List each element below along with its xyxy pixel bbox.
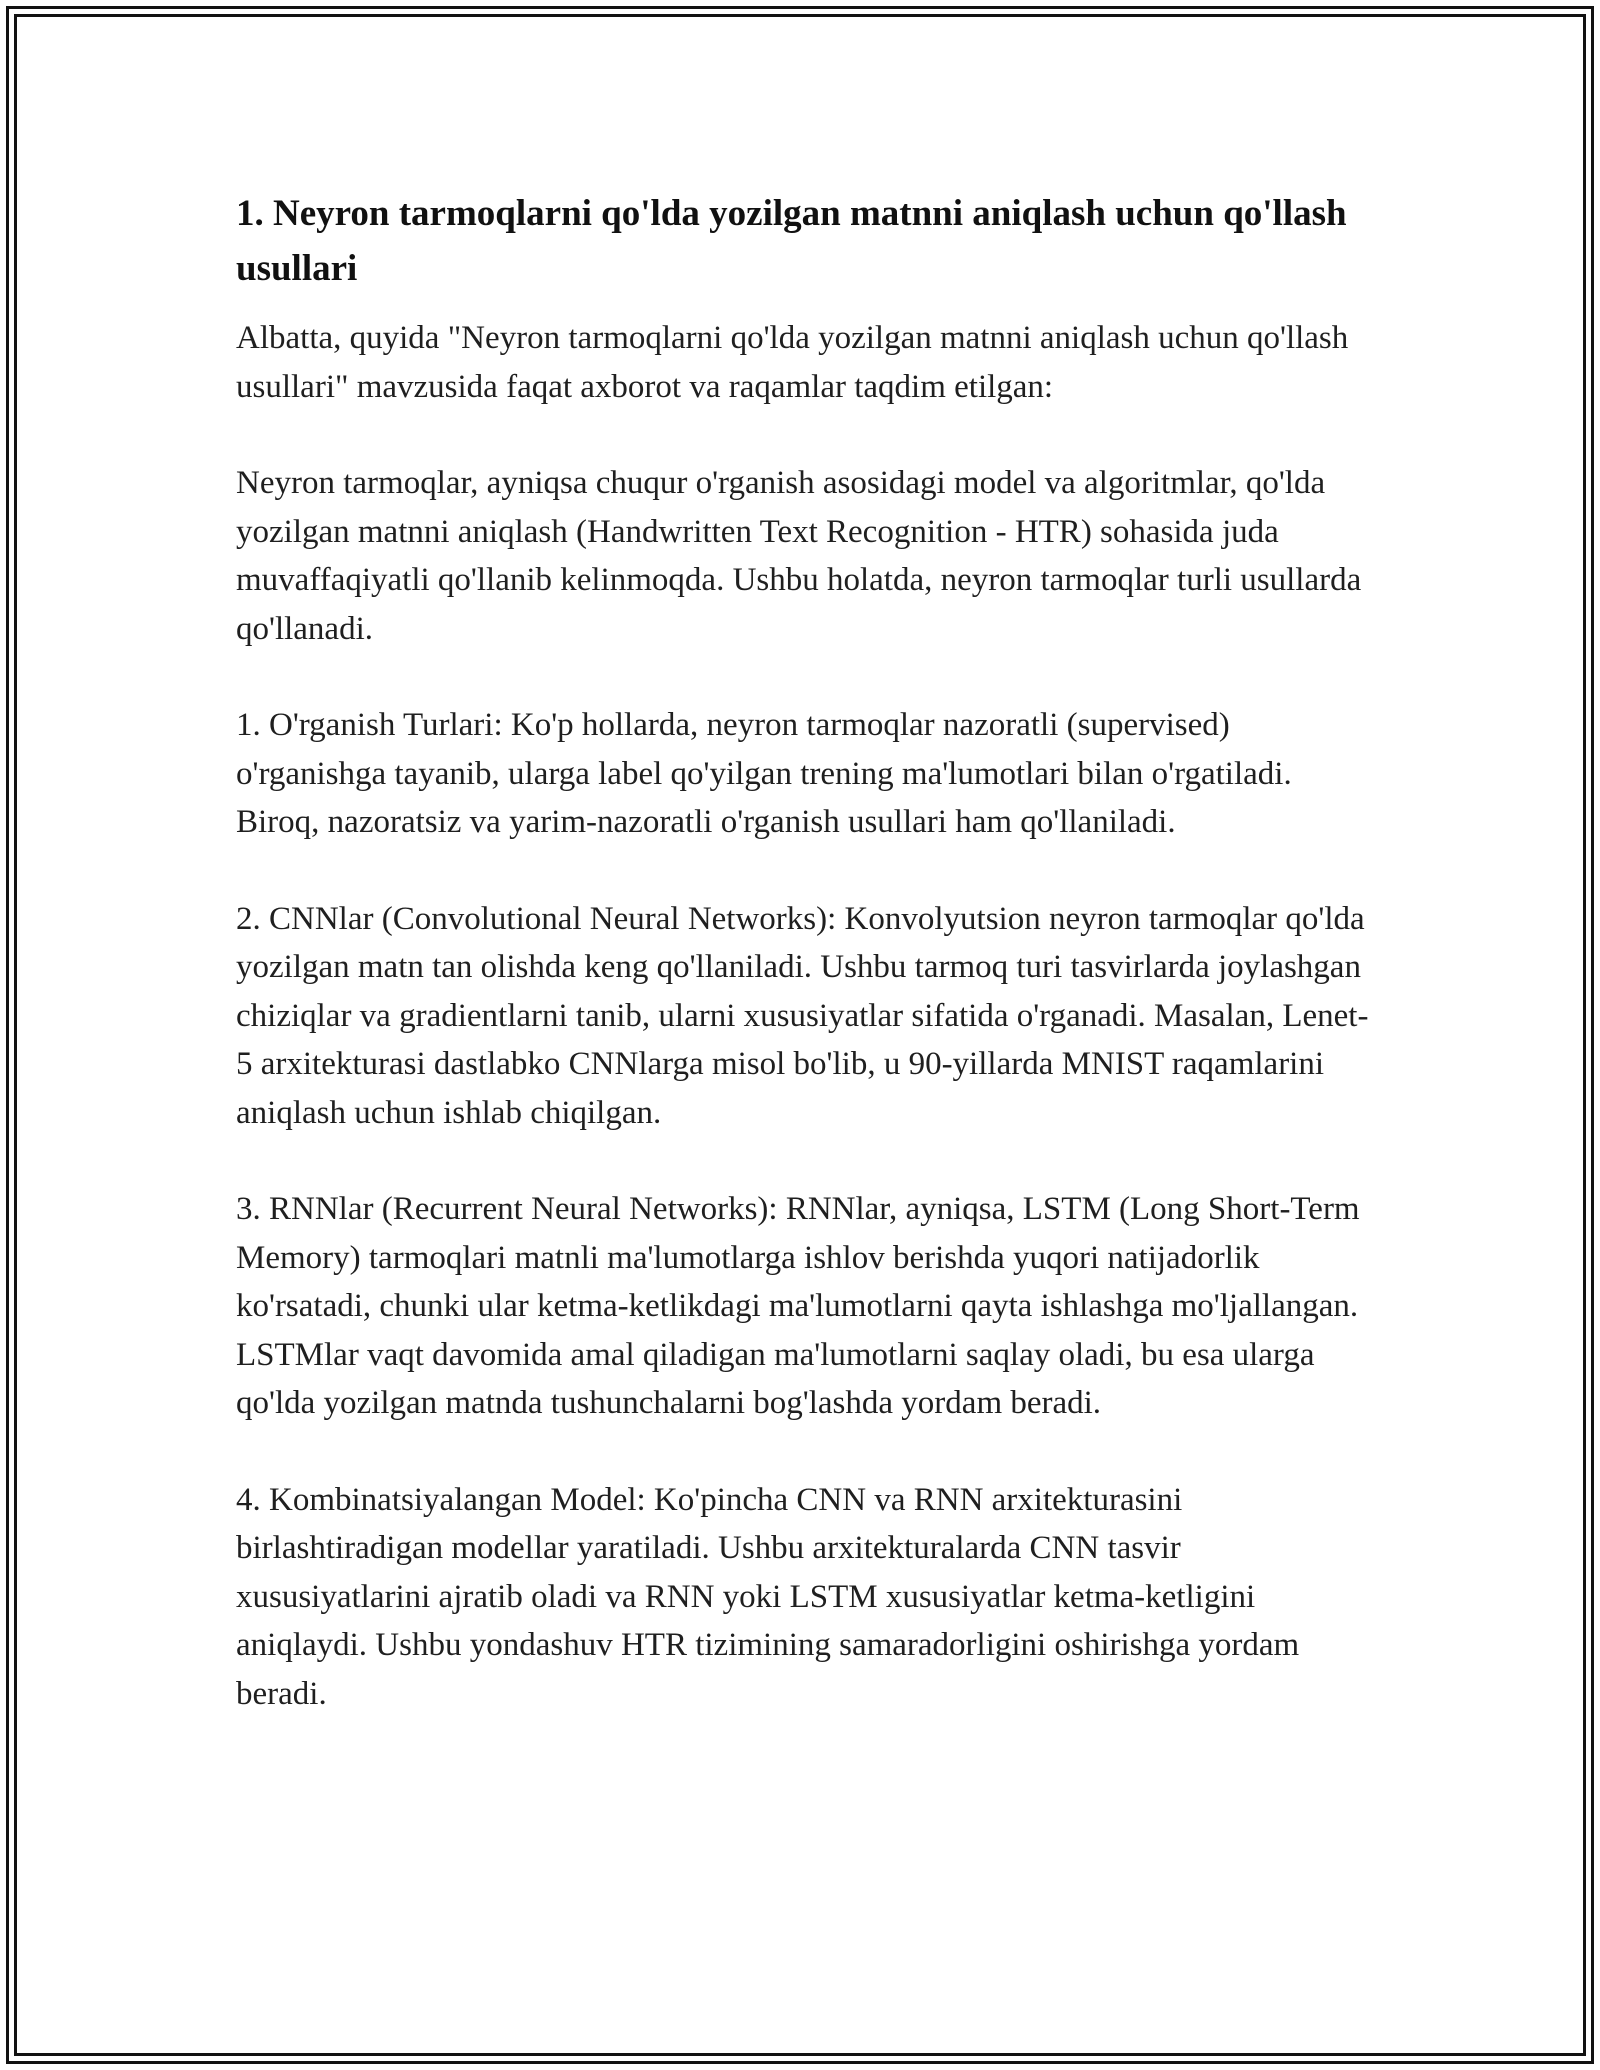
overview-paragraph: Neyron tarmoqlar, ayniqsa chuqur o'rganish asosidagi model va algoritmlar, qo'lda yozilgan matnni aniqlash (Handwritten Text Recognition - HTR) sohasida juda muvaffaqiyatli qo'llanib kelinmoqda. Ushbu holatda, neyron tarmoqlar turli usullarda qo'llanadi. — [236, 465, 1362, 647]
rnn-paragraph: 3. RNNlar (Recurrent Neural Networks): RNNlar, ayniqsa, LSTM (Long Short-Term Memory) tarmoqlari matnli ma'lumotlarga ishlov berishda yuqori natijadorlik ko'rsatadi, chunki ular ketma-ketlikdagi ma'lumotlarni qayta ishlashga mo'ljallangan. LSTMlar vaqt davomida amal qiladigan ma'lumotlarni saqlay oladi, bu esa ularga qo'lda yozilgan matnda tushunchalarni bog'lashda yordam beradi. — [236, 1191, 1360, 1421]
document-body — [236, 186, 1376, 1718]
combined-model-paragraph: 4. Kombinatsiyalangan Model: Ko'pincha CNN va RNN arxitekturasini birlashtiradigan modellar yaratiladi. Ushbu arxitekturalarda CNN tasvir xususiyatlarini ajratib oladi va RNN yoki LSTM xususiyatlar ketma-ketligini aniqlaydi. Ushbu yondashuv HTR tizimining samaradorligini oshirishga yordam beradi. — [236, 1481, 1300, 1712]
intro-paragraph: Albatta, quyida "Neyron tarmoqlarni qo'lda yozilgan matnni aniqlash uchun qo'llash usullari" mavzusida faqat axborot va raqamlar taqdim etilgan: — [236, 320, 1349, 405]
cnn-paragraph: 2. CNNlar (Convolutional Neural Networks): Konvolyutsion neyron tarmoqlar qo'lda yozilgan matn tan olishda keng qo'llaniladi. Ushbu tarmoq turi tasvirlarda joylashgan chiziqlar va gradientlarni tanib, ularni xususiyatlar sifatida o'rganadi. Masalan, Lenet-5 arxitekturasi dastlabko CNNlarga misol bo'lib, u 90-yillarda MNIST raqamlarini aniqlash uchun ishlab chiqilgan. — [236, 900, 1369, 1131]
learning-types-paragraph: 1. O'rganish Turlari: Ko'p hollarda, neyron tarmoqlar nazoratli (supervised) o'rganishga tayanib, ularga label qo'yilgan trening ma'lumotlari bilan o'rgatiladi. Biroq, nazoratsiz va yarim-nazoratli o'rganish usullari ham qo'llaniladi. — [236, 707, 1292, 840]
document-title: 1. Neyron tarmoqlarni qo'lda yozilgan matnni aniqlash uchun qo'llash usullari — [236, 193, 1347, 289]
